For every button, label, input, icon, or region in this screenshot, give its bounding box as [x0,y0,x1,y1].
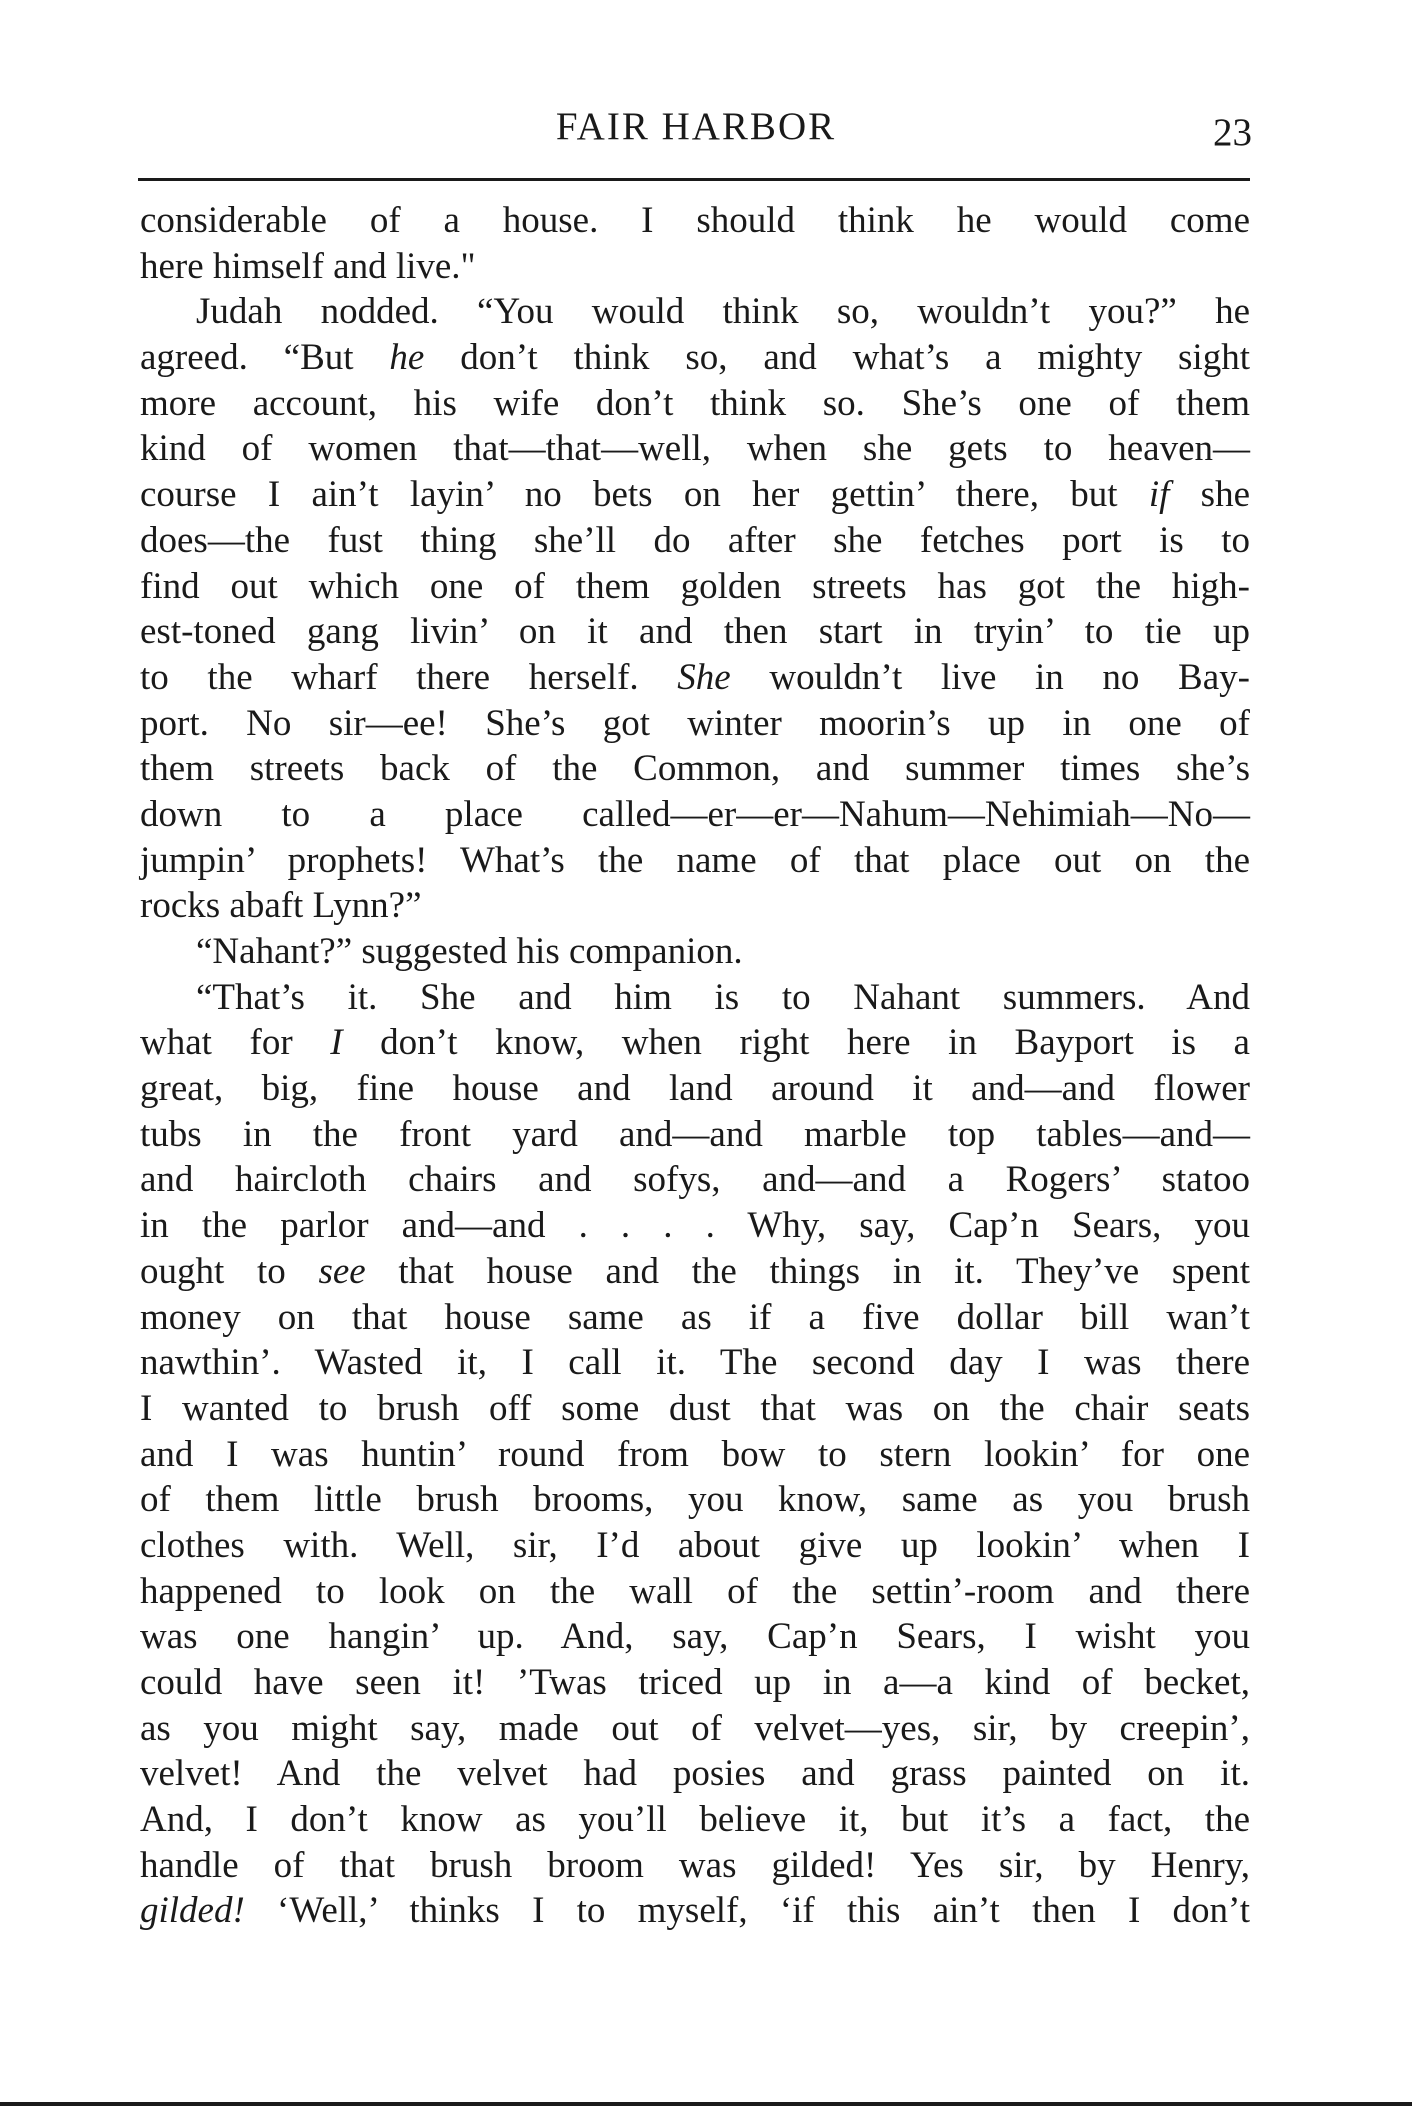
text-line: does—the fust thing she’ll do after she fetches port is to [140,519,1250,561]
text-line: tubs in the front yard and—and marble top tables—and— [140,1113,1250,1155]
text-line: great, big, fine house and land around it and—and flower [140,1068,1250,1110]
page-number: 23 [1213,111,1252,154]
text-line: and haircloth chairs and sofys, and—and a Rogers’ statoo [140,1159,1250,1201]
text-line: could have seen it! ’Twas triced up in a—a kind of becket, [140,1662,1250,1703]
text-line: considerable of a house. I should think he would come [140,200,1250,241]
italic-word: see [318,1250,366,1292]
text-line: “Nahant?” suggested his companion. [196,931,743,972]
text-line: course I ain’t layin’ no bets on her gettin’ there, but if she [140,474,1250,516]
text-line: “That’s it. She and him is to Nahant summers. And [196,976,1250,1018]
text-line: clothes with. Well, sir, I’d about give up lookin’ when I [140,1524,1250,1566]
text-line: what for I don’t know, when right here in Bayport is a [140,1022,1250,1064]
text-line: in the parlor and—and . . . . Why, say, Cap’n Sears, you [140,1205,1250,1247]
text-line: gilded! ‘Well,’ thinks I to myself, ‘if this ain’t then I don’t [140,1890,1250,1932]
text-line: velvet! And the velvet had posies and grass painted on it. [140,1753,1250,1795]
text-line: find out which one of them golden streets has got the high- [140,565,1250,607]
text-line: nawthin’. Wasted it, I call it. The second day I was there [140,1342,1250,1384]
text-line: was one hangin’ up. And, say, Cap’n Sears, I wisht you [140,1616,1250,1658]
running-title: FAIR HARBOR [555,105,837,148]
header-rule [138,178,1250,181]
text-line: And, I don’t know as you’ll believe it, but it’s a fact, the [140,1799,1250,1841]
italic-word: She [677,656,731,698]
text-line: as you might say, made out of velvet—yes, sir, by creepin’, [140,1707,1250,1749]
text-line: down to a place called—er—er—Nahum—Nehimiah—No— [140,793,1250,835]
text-line: kind of women that—that—well, when she gets to heaven— [140,428,1250,470]
text-line: of them little brush brooms, you know, same as you brush [140,1479,1250,1521]
text-line: I wanted to brush off some dust that was on the chair seats [140,1387,1250,1429]
body-text [140,198,1250,1934]
text-line: happened to look on the wall of the settin’-room and there [140,1570,1250,1612]
text-line: agreed. “But he don’t think so, and what’s a mighty sight [140,337,1250,379]
text-line: port. No sir—ee! She’s got winter moorin’s up in one of [140,702,1250,744]
text-line: here himself and live." [140,245,476,287]
italic-word: if [1148,474,1170,516]
text-line: money on that house same as if a five dollar bill wan’t [140,1296,1250,1338]
page-bottom-border [0,2102,1412,2106]
text-line: them streets back of the Common, and summer times she’s [140,748,1250,790]
text-line: and I was huntin’ round from bow to stern lookin’ for one [140,1433,1250,1475]
text-line: handle of that brush broom was gilded! Yes sir, by Henry, [140,1844,1250,1886]
italic-word: gilded! [140,1890,245,1932]
running-head [140,104,1252,164]
text-line: jumpin’ prophets! What’s the name of that place out on the [140,839,1250,881]
italic-word: I [330,1022,343,1064]
text-line: ought to see that house and the things in it. They’ve spent [140,1250,1250,1292]
text-line: rocks abaft Lynn?” [140,885,422,927]
text-line: more account, his wife don’t think so. She’s one of them [140,382,1250,424]
italic-word: he [389,337,425,379]
text-line: to the wharf there herself. She wouldn’t live in no Bay- [140,656,1250,698]
text-line: est-toned gang livin’ on it and then start in tryin’ to tie up [140,611,1250,653]
text-line: Judah nodded. “You would think so, wouldn’t you?” he [196,291,1250,333]
